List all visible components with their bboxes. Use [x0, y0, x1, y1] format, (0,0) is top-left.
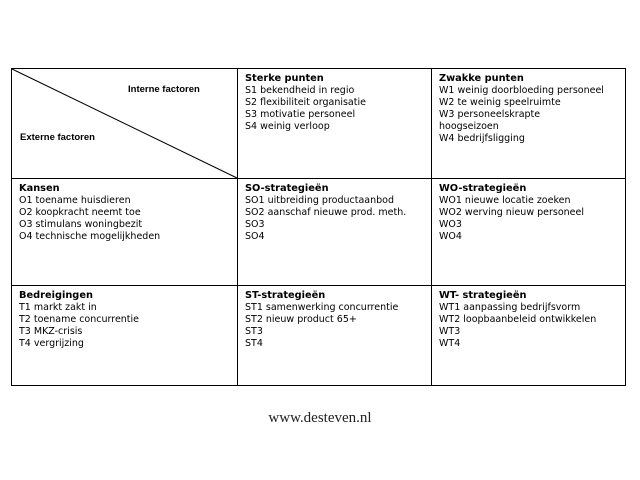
threat-item: T2 toename concurrentie: [19, 314, 140, 325]
external-factors-label: Externe factoren: [20, 132, 95, 143]
swot-matrix: [11, 68, 626, 386]
threat-item: T4 vergrijzing: [19, 338, 84, 349]
wo-strategy-item: WO4: [439, 231, 462, 242]
opportunity-item: O2 koopkracht neemt toe: [19, 207, 141, 218]
st-strategy-item: ST3: [245, 326, 263, 337]
wt-strategy-item: WT2 loopbaanbeleid ontwikkelen: [439, 314, 597, 325]
opportunity-item: O3 stimulans woningbezit: [19, 219, 143, 230]
wo-strategy-item: WO1 nieuwe locatie zoeken: [439, 195, 571, 206]
weakness-item: W1 weinig doorbloeding personeel: [439, 85, 604, 96]
wt-strategy-item: WT1 aanpassing bedrijfsvorm: [439, 302, 581, 313]
wt-strategies-cell: [432, 286, 625, 385]
wo-strategies-title: WO-strategieën: [439, 183, 527, 194]
wo-strategy-item: WO2 werving nieuw personeel: [439, 207, 584, 218]
st-strategy-item: ST2 nieuw product 65+: [245, 314, 357, 325]
st-strategy-item: ST4: [245, 338, 263, 349]
wo-strategy-item: WO3: [439, 219, 462, 230]
weaknesses-title: Zwakke punten: [439, 73, 524, 84]
threats-cell: [12, 286, 237, 385]
so-strategy-item: SO2 aanschaf nieuwe prod. meth.: [245, 207, 407, 218]
strength-item: S4 weinig verloop: [245, 121, 330, 132]
so-strategies-title: SO-strategieën: [245, 183, 329, 194]
website-url: www.desteven.nl: [268, 410, 372, 426]
corner-diagonal-line: [12, 69, 238, 179]
weakness-item: hoogseizoen: [439, 121, 499, 132]
st-strategies-cell: [238, 286, 431, 385]
wo-strategies-cell: [432, 179, 625, 285]
opportunity-item: O4 technische mogelijkheden: [19, 231, 161, 242]
wt-strategy-item: WT4: [439, 338, 461, 349]
threats-title: Bedreigingen: [19, 290, 93, 301]
so-strategy-item: SO1 uitbreiding productaanbod: [245, 195, 394, 206]
internal-factors-label: Interne factoren: [128, 84, 200, 95]
weakness-item: W2 te weinig speelruimte: [439, 97, 561, 108]
strengths-title: Sterke punten: [245, 73, 324, 84]
opportunities-cell: [12, 179, 237, 285]
st-strategies-title: ST-strategieën: [245, 290, 326, 301]
weaknesses-cell: [432, 69, 625, 178]
strength-item: S1 bekendheid in regio: [245, 85, 355, 96]
opportunities-title: Kansen: [19, 183, 60, 194]
wt-strategies-title: WT- strategieën: [439, 290, 527, 301]
so-strategies-cell: [238, 179, 431, 285]
so-strategy-item: SO3: [245, 219, 265, 230]
weakness-item: W4 bedrijfsligging: [439, 133, 525, 144]
st-strategy-item: ST1 samenwerking concurrentie: [245, 302, 399, 313]
so-strategy-item: SO4: [245, 231, 265, 242]
strength-item: S3 motivatie personeel: [245, 109, 356, 120]
opportunity-item: O1 toename huisdieren: [19, 195, 131, 206]
wt-strategy-item: WT3: [439, 326, 461, 337]
strengths-cell: [238, 69, 431, 178]
weakness-item: W3 personeelskrapte: [439, 109, 541, 120]
threat-item: T1 markt zakt in: [19, 302, 97, 313]
strength-item: S2 flexibiliteit organisatie: [245, 97, 366, 108]
threat-item: T3 MKZ-crisis: [19, 326, 83, 337]
